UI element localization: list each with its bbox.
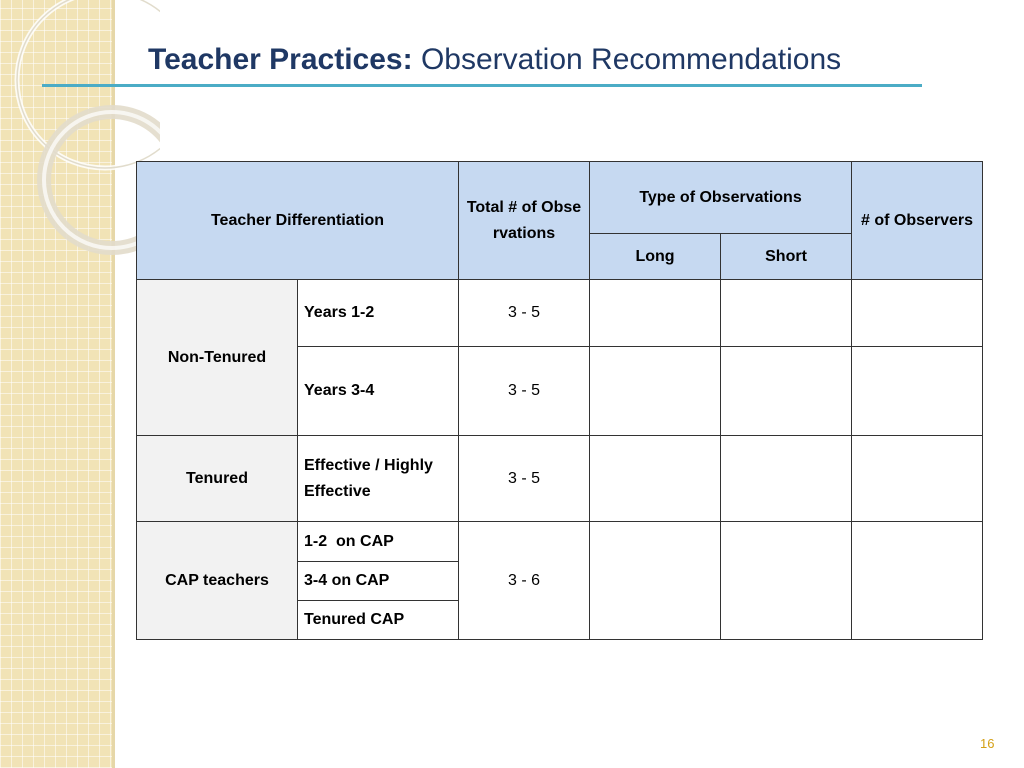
group-label-non-tenured: Non-Tenured (137, 280, 298, 436)
table-row (137, 436, 983, 522)
header-long: Long (590, 234, 721, 280)
row-label: Effective / Highly Effective (298, 436, 459, 522)
row-label: Years 3-4 (298, 347, 459, 436)
long-cell (590, 280, 721, 347)
header-total-observations: Total # of Observations (459, 162, 590, 280)
total-observations-cell: 3 - 5 (459, 280, 590, 347)
row-label: 1-2 on CAP (298, 522, 459, 562)
header-type-of-observations: Type of Observations (590, 162, 852, 234)
long-cell (590, 522, 721, 640)
observers-cell (852, 522, 983, 640)
short-cell (721, 522, 852, 640)
table-row (137, 280, 983, 347)
total-observations-cell: 3 - 5 (459, 347, 590, 436)
title-bold-part: Teacher Practices: (148, 43, 413, 76)
page-number: 16 (980, 736, 995, 751)
page-title (148, 40, 841, 80)
header-short: Short (721, 234, 852, 280)
header-teacher-differentiation: Teacher Differentiation (137, 162, 459, 280)
title-underline (42, 84, 922, 87)
observers-cell (852, 280, 983, 347)
group-label-tenured: Tenured (137, 436, 298, 522)
row-label: Years 1-2 (298, 280, 459, 347)
long-cell (590, 347, 721, 436)
observers-cell (852, 436, 983, 522)
short-cell (721, 347, 852, 436)
table-row (137, 522, 983, 562)
row-label: 3-4 on CAP (298, 562, 459, 601)
short-cell (721, 280, 852, 347)
group-label-cap-teachers: CAP teachers (137, 522, 298, 640)
row-label: Tenured CAP (298, 601, 459, 640)
header-row-1 (137, 162, 983, 234)
long-cell (590, 436, 721, 522)
short-cell (721, 436, 852, 522)
total-observations-cell: 3 - 6 (459, 522, 590, 640)
total-observations-cell: 3 - 5 (459, 436, 590, 522)
title-rest-part: Observation Recommendations (420, 43, 842, 76)
header-num-observers: # of Observers (852, 162, 983, 280)
observers-cell (852, 347, 983, 436)
observation-table (136, 161, 983, 640)
